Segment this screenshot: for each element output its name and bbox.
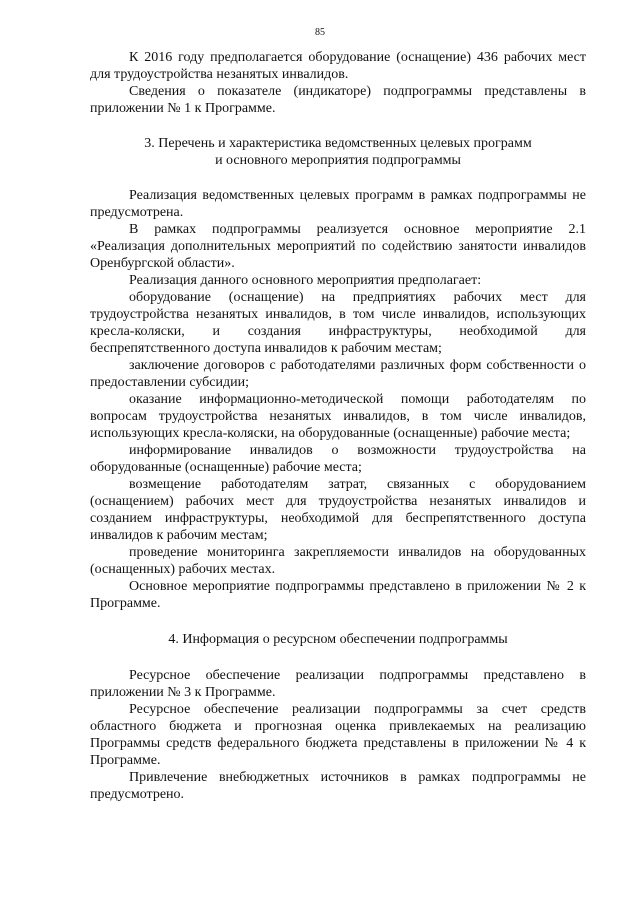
section-4-paragraph-3: Привлечение внебюджетных источников в рамках подпрограммы не предусмотрено.	[90, 770, 586, 802]
section-3-list-item-3: оказание информационно-методической помощи работодателям по вопросам трудоустройства незанятых инвалидов, в том числе инвалидов, использующих кресла-коляски, на оборудованные (оснащенные) рабочие места;	[90, 392, 586, 441]
section-3-paragraph-3: Реализация данного основного мероприятия предполагает:	[129, 273, 482, 288]
section-3-paragraph-final: Основное мероприятие подпрограммы представлено в приложении № 2 к Программе.	[90, 579, 586, 611]
section-3-paragraph-1: Реализация ведомственных целевых программ в рамках подпрограммы не предусмотрена.	[90, 188, 586, 220]
document-body	[90, 49, 586, 803]
section-4-paragraph-1: Ресурсное обеспечение реализации подпрограммы представлено в приложении № 3 к Программе.	[90, 668, 586, 700]
section-3-list-item-4: информирование инвалидов о возможности трудоустройства на оборудованные (оснащенные) рабочие места;	[90, 443, 586, 475]
section-3-heading-line-1: 3. Перечень и характеристика ведомственных целевых программ	[144, 136, 532, 151]
section-3-list-item-6: проведение мониторинга закрепляемости инвалидов на оборудованных (оснащенных) рабочих местах.	[90, 545, 586, 577]
section-4-heading: 4. Информация о ресурсном обеспечении подпрограммы	[168, 632, 508, 647]
paragraph-intro-1: К 2016 году предполагается оборудование (оснащение) 436 рабочих мест для трудоустройства незанятых инвалидов.	[90, 50, 586, 82]
section-3-heading-line-2: и основного мероприятия подпрограммы	[215, 153, 461, 168]
section-3-paragraph-2: В рамках подпрограммы реализуется основное мероприятие 2.1 «Реализация дополнительных мероприятий по содействию занятости инвалидов Оренбургской области».	[90, 222, 586, 271]
section-3-heading	[90, 135, 586, 169]
section-3-list-item-2: заключение договоров с работодателями различных форм собственности о предоставлении субсидии;	[90, 358, 586, 390]
page-number: 85	[315, 27, 325, 38]
paragraph-intro-2: Сведения о показателе (индикаторе) подпрограммы представлены в приложении № 1 к Программе.	[90, 84, 586, 116]
section-3-list-item-5: возмещение работодателям затрат, связанных с оборудованием (оснащением) рабочих мест для трудоустройства незанятых инвалидов и созданием инфраструктуры, необходимой для беспрепятственного доступа инвалидов к рабочим местам;	[90, 477, 586, 543]
section-4-paragraph-2: Ресурсное обеспечение реализации подпрограммы за счет средств областного бюджета и прогнозная оценка привлекаемых на реализацию Программы средств федерального бюджета представлены в приложении № 4 к Программе.	[90, 702, 586, 768]
section-3-list-item-1: оборудование (оснащение) на предприятиях рабочих мест для трудоустройства незанятых инвалидов, в том числе инвалидов, использующих кресла-коляски, и создания инфраструктуры, необходимой для беспрепятственного доступа инвалидов к рабочим местам;	[90, 290, 586, 356]
